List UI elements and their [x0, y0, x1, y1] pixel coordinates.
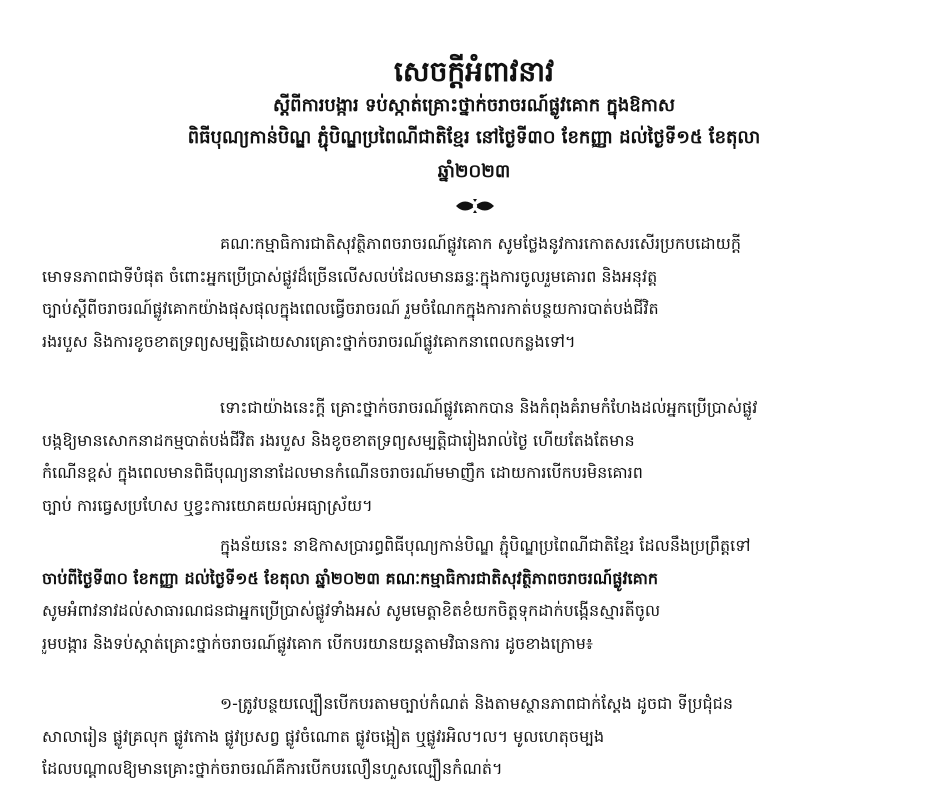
- paragraph-4-line-2: សាលារៀន ផ្លូវគ្រលុក ផ្លូវកោង ផ្លូវប្រសព្វ ផ្លូវចំណោត ផ្លូវចង្អៀត ឬផ្លូវរអិល។ល។ មូលហេតុចម្បង: [42, 726, 605, 746]
- paragraph-1-line-1: គណៈកម្មាធិការជាតិសុវត្ថិភាពចរាចរណ៍ផ្លូវគោក សូមថ្លែងនូវការកោតសរសើរប្រកបដោយក្តី: [220, 234, 741, 253]
- paragraph-2-line-4: ច្បាប់ ការធ្វេសប្រហែស ឬខ្វះការយោគយល់អធ្យាស្រ័យ។: [42, 495, 373, 515]
- paragraph-3-line-1: ក្នុងន័យនេះ នាឱកាសប្រារព្ធពិធីបុណ្យកាន់បិណ្ឌ ភ្ជុំបិណ្ឌប្រពៃណីជាតិខ្មែរ ដែលនឹងប្រព្រឹត្តទៅ: [220, 536, 751, 555]
- paragraph-2-line-3: កំណើនខ្ពស់ ក្នុងពេលមានពិធីបុណ្យនានាដែលមានកំណើនចរាចរណ៍មមាញឹក ដោយការបើកបរមិនគោរព: [42, 463, 643, 482]
- document-subtitle-line-2: ពិធីបុណ្យកាន់បិណ្ឌ ភ្ជុំបិណ្ឌប្រពៃណីជាតិខ្មែរ នៅថ្ងៃទី៣០ ខែកញ្ញា ដល់ថ្ងៃទី១៥ ខែតុលា: [187, 127, 761, 148]
- paragraph-4-line-3: ដែលបណ្តាលឱ្យមានគ្រោះថ្នាក់ចរាចរណ៍គឺការបើកបរលឿនហួសល្បឿនកំណត់។: [42, 759, 503, 778]
- document-subtitle-line-3: ឆ្នាំ២០២៣: [437, 161, 511, 182]
- paragraph-2-line-1: ទោះជាយ៉ាងនេះក្តី គ្រោះថ្នាក់ចរាចរណ៍ផ្លូវគោកបាន និងកំពុងគំរាមកំហែងដល់អ្នកប្រើប្រាស់ផ្លូវ: [220, 398, 758, 417]
- paragraph-3-line-4: រួមបង្ការ និងទប់ស្កាត់គ្រោះថ្នាក់ចរាចរណ៍ផ្លូវគោក បើកបរយានយន្តតាមវិធានការ ដូចខាងក្រោម៖: [42, 633, 593, 653]
- paragraph-2: [42, 392, 862, 522]
- paragraph-3-line-2: ចាប់ពីថ្ងៃទី៣០ ខែកញ្ញា ដល់ថ្ងៃទី១៥ ខែតុលា ឆ្នាំ២០២៣ គណៈកម្មាធិការជាតិសុវត្ថិភាពចរាចរណ៍ផ្លូវគោក: [42, 568, 659, 588]
- paragraph-1-line-3: ច្បាប់ស្តីពីចរាចរណ៍ផ្លូវគោកយ៉ាងផុសផុលក្នុងពេលធ្វើចរាចរណ៍ រួមចំណែកក្នុងការកាត់បន្ថយការបាត់បង់ជីវិត: [42, 299, 659, 318]
- paragraph-1-line-4: រងរបួស និងការខូចខាតទ្រព្យសម្បត្តិដោយសារគ្រោះថ្នាក់ចរាចរណ៍ផ្លូវគោកនាពេលកន្លងទៅ។: [42, 331, 576, 351]
- paragraph-3-line-3: សូមអំពាវនាវដល់សាធារណជនជាអ្នកប្រើប្រាស់ផ្លូវទាំងអស់ សូមមេត្តាខិតខំយកចិត្តទុកដាក់បង្កើនស្មារតីចូល: [42, 601, 661, 620]
- paragraph-2-line-2: បង្កឱ្យមានសោកនាដកម្មបាត់បង់ជីវិត រងរបួស និងខូចខាតទ្រព្យសម្បត្តិជារៀងរាល់ថ្ងៃ ហើយតែងតែមាន: [42, 430, 635, 450]
- paragraph-4-list-item-1: [42, 688, 862, 786]
- paragraph-3: [42, 530, 862, 660]
- document-title: សេចក្តីអំពាវនាវ: [394, 55, 554, 88]
- paragraph-4-line-1: ១-ត្រូវបន្ថយល្បឿនបើកបរតាមច្បាប់កំណត់ និងតាមស្ថានភាពជាក់ស្តែង ដូចជា ទីប្រជុំជន: [220, 694, 733, 713]
- paragraph-1: [42, 228, 862, 358]
- document-subtitle-line-1: ស្តីពីការបង្ការ ទប់ស្កាត់គ្រោះថ្នាក់ចរាចរណ៍ផ្លូវគោក ក្នុងឱកាស: [273, 95, 675, 116]
- paragraph-1-line-2: មោទនភាពជាទីបំផុត ចំពោះអ្នកប្រើប្រាស់ផ្លូវដ៏ច្រើនលើសលប់ដែលមានឆន្ទៈក្នុងការចូលរួមគោរព និងអនុវត្ត: [42, 266, 658, 286]
- ornament-icon: [454, 198, 496, 214]
